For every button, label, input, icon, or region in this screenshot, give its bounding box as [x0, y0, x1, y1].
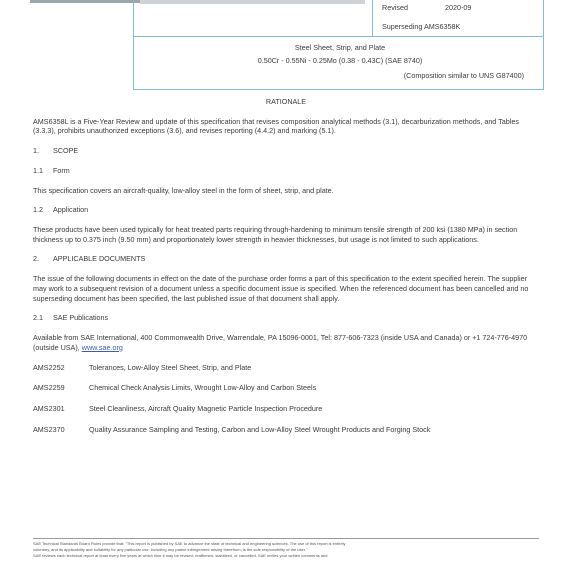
section-number: 2.1: [33, 313, 43, 323]
title-line-1: Steel Sheet, Strip, and Plate: [294, 43, 386, 52]
reference-description: Quality Assurance Sampling and Testing, Carbon and Low-Alloy Steel Wrought Products and Forging Stock: [89, 424, 431, 434]
header-divider-horizontal: [133, 36, 544, 37]
reference-description: Chemical Check Analysis Limits, Wrought Low-Alloy and Carbon Steels: [89, 383, 317, 393]
reference-description: Tolerances, Low-Alloy Steel Sheet, Strip, and Plate: [89, 362, 252, 372]
section-number: 1.: [33, 146, 39, 156]
footer-line-1: SAE Technical Standards Board Rules provide that: "This report is published by SAE to advance the state of technical and engineering sciences. The use of this report is entirely: [33, 541, 346, 546]
title-line-3: (Composition similar to UNS G87400): [403, 71, 524, 80]
footer-notice: [33, 541, 539, 558]
reference-code: AMS2259: [33, 383, 65, 393]
section-1-heading: [33, 146, 539, 156]
section-1-1-text: This specification covers an aircraft-quality, low-alloy steel in the form of sheet, strip, and plate.: [33, 185, 334, 195]
section-title: APPLICABLE DOCUMENTS: [53, 254, 146, 264]
revised-value: 2020-09: [445, 3, 472, 12]
section-title: SAE Publications: [53, 313, 109, 323]
rationale-heading: RATIONALE: [265, 97, 307, 106]
rationale-text: AMS6358L is a Five-Year Review and update of this specification that revises composition analytical methods (3.1), decarburization methods, and Tables (3.3.3), prohibits unauthorized exceptions (3.6), and revises reporting (4.4.2) and marking (5.1).: [33, 116, 519, 136]
document-body: [33, 97, 539, 445]
section-title: Form: [53, 165, 70, 175]
section-title: Application: [53, 205, 89, 215]
reference-code: AMS2370: [33, 424, 65, 434]
header-logo-bar: [30, 0, 140, 3]
section-1-1-heading: [33, 166, 539, 176]
section-2-heading: [33, 254, 539, 264]
section-1-2-text: These products have been used typically for heat treated parts requiring through-hardening to minimum tensile strength of 200 ksi (1380 MPa) in section thickness up to 0.375 inch (9.50 mm) and proportionately lower strength in heavier thicknesses, but usage is not limited to such applications.: [33, 225, 518, 244]
footer-line-3: SAE reviews each technical report at least every five years at which time it may be revised, reaffirmed, stabilized, or cancelled. SAE invites your written comments and: [33, 552, 328, 558]
reference-list: [33, 363, 539, 435]
footer-line-2: voluntary, and its applicability and suitability for any particular use, including any patent infringement arising therefrom, is the sole responsibility of the user.": [33, 546, 308, 552]
reference-code: AMS2252: [33, 362, 65, 372]
revised-label: Revised: [382, 3, 408, 12]
title-line-2: 0.50Cr - 0.55Ni - 0.25Mo (0.38 - 0.43C) (SAE 8740): [257, 55, 423, 65]
section-number: 1.2: [33, 205, 43, 215]
list-item: [33, 383, 539, 393]
section-1-2-heading: [33, 205, 539, 215]
section-title: SCOPE: [53, 146, 79, 156]
list-item: [33, 404, 539, 414]
section-2-text: The issue of the following documents in effect on the date of the purchase order forms a part of this specification to the extent specified herein. The supplier may work to a subsequent revision of a document unless a specific document issue is specified. When the referenced document has been cancelled and no superseding document has been specified, the last published issue of that document shall apply.: [33, 274, 529, 303]
publisher-address: Available from SAE International, 400 Commonwealth Drive, Warrendale, PA 15096-0001, Tel: 877-606-7323 (inside USA and Canada) or +1 724-776-4970 (outside USA),: [33, 333, 528, 352]
sae-website-link[interactable]: www.sae.org: [81, 342, 123, 352]
section-2-1-text: [33, 333, 539, 352]
list-item: [33, 425, 539, 435]
section-number: 1.1: [33, 165, 43, 175]
section-2-1-heading: [33, 313, 539, 323]
reference-description: Steel Cleanliness, Aircraft Quality Magnetic Particle Inspection Procedure: [89, 403, 323, 413]
list-item: [33, 363, 539, 373]
section-number: 2.: [33, 254, 39, 264]
header-title-strip: [140, 0, 365, 4]
superseding-label: Superseding AMS6358K: [382, 22, 461, 31]
document-title: [140, 43, 540, 65]
header-divider-vertical: [372, 0, 373, 36]
footer-divider: [33, 538, 539, 539]
reference-code: AMS2301: [33, 403, 65, 413]
